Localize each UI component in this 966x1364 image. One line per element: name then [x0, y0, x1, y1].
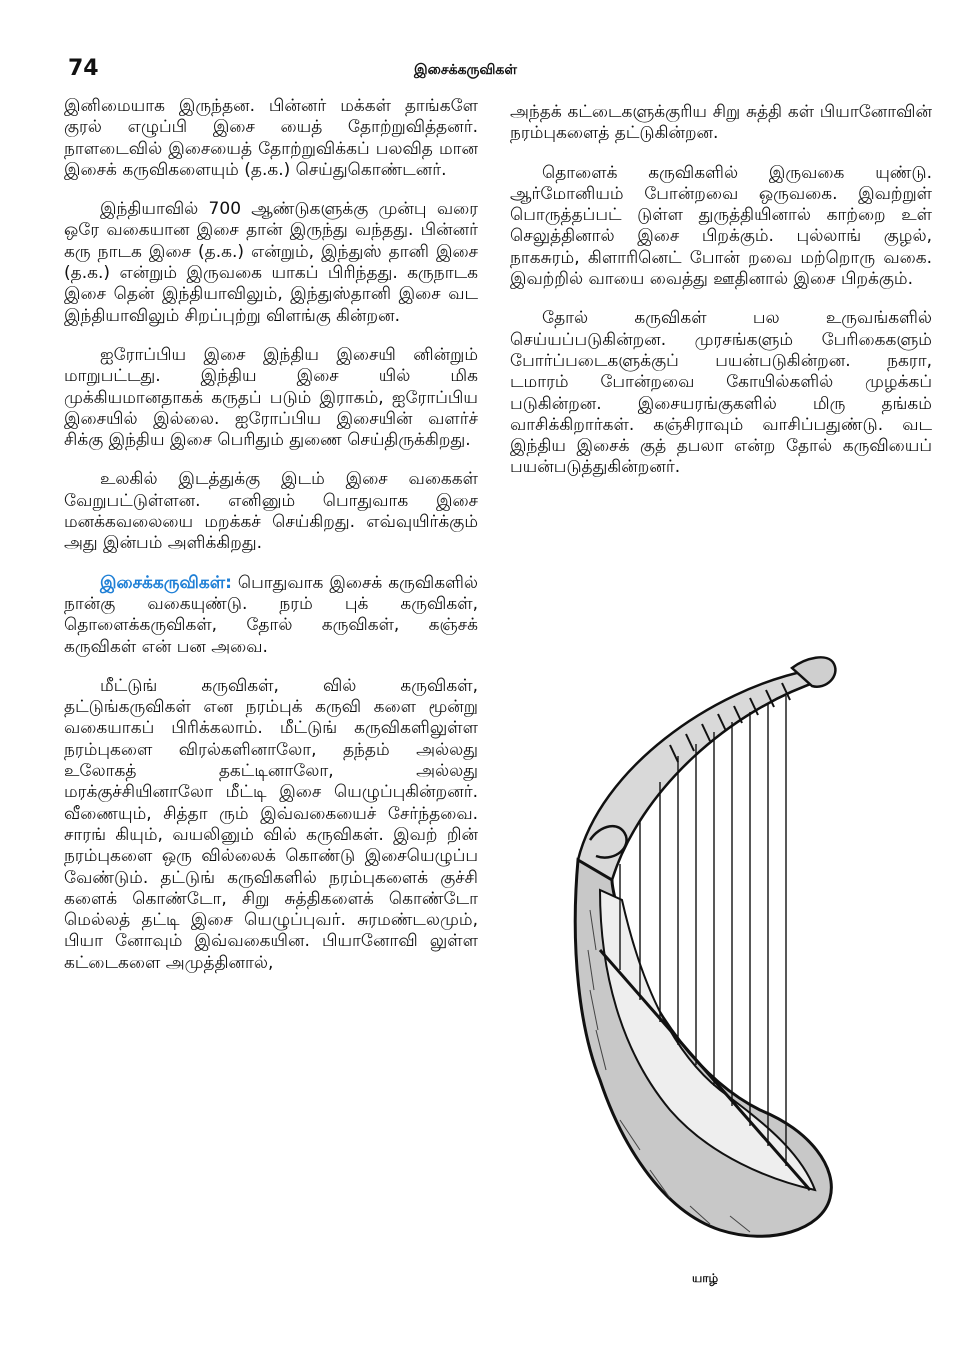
paragraph-piano-hammers: அந்தக் கட்டைகளுக்குரிய சிறு சுத்தி கள் பியானோவின் நரம்புகளைத் தட்டுகின்றன. [510, 102, 932, 144]
figure-caption: யாழ் [692, 1271, 719, 1285]
page-number: 74 [68, 56, 99, 81]
left-column [64, 96, 478, 992]
right-column [510, 102, 932, 497]
paragraph-percussion-instruments: தோல் கருவிகள் பல உருவங்களில் செய்யப்படுகின்றன. முரசங்களும் பேரிகைகளும் போர்ப்படைகளுக்குப் பயன்படுகின்றன. நகரா, டமாரம் போன்றவை கோயில்களில் முழக்கப் படுகின்றன. இசையரங்குகளில் மிரு தங்கம் வாசிக்கிறார்கள். கஞ்சிராவும் வாசிப்பதுண்டு. வட இந்திய இசைக் குத் தபலா என்ற தோல் கருவியைப் பயன்படுத்துகின்றனர். [510, 308, 932, 478]
paragraph-indian-music: இந்தியாவில் 700 ஆண்டுகளுக்கு முன்பு வரை ஒரே வகையான இசை தான் இருந்து வந்தது. பின்னர் கரு நாடக இசை (த.க.) என்றும், இந்துஸ் தானி இசை (த.க.) என்றும் இருவகை யாகப் பிரிந்தது. கருநாடக இசை தென் இந்தியாவிலும், இந்துஸ்தானி இசை வட இந்தியாவிலும் சிறப்புற்று விளங்கு கின்றன. [64, 199, 478, 326]
paragraph-string-instruments: மீட்டுங் கருவிகள், வில் கருவிகள், தட்டுங்கருவிகள் என நரம்புக் கருவி களை மூன்று வகையாகப் பிரிக்கலாம். மீட்டுங் கருவிகளிலுள்ள நரம்புகளை விரல்களினாலோ, தந்தம் அல்லது உலோகத் தகட்டினாலோ, அல்லது மரக்குச்சியினாலோ மீட்டி இசை யெழுப்புகின்றனர். வீணையும், சித்தா ரும் இவ்வகையைச் சேர்ந்தவை. சாரங் கியும், வயலினும் வில் கருவிகள். இவற் றின் நரம்புகளை ஒரு வில்லைக் கொண்டு இசையெழுப்ப வேண்டும். தட்டுங் கருவிகளில் நரம்புகளைக் குச்சி களைக் கொண்டோ, சிறு சுத்திகளைக் கொண்டோ மெல்லத் தட்டி இசை யெழுப்புவர். சுரமண்டலமும், பியா னோவும் இவ்வகையின. பியானோவி லுள்ள கட்டைகளை அமுத்தினால், [64, 675, 478, 973]
paragraph-instruments-body: பொதுவாக இசைக் கருவிகளில் நான்கு வகையுண்டு. நரம் புக் கருவிகள், தொளைக்கருவிகள், தோல் கருவிகள், கஞ்சக் கருவிகள் என் பன அவை. [64, 572, 478, 657]
paragraph-european-music: ஐரோப்பிய இசை இந்திய இசையி னின்றும் மாறுபட்டது. இந்திய இசை யில் மிக முக்கியமானதாகக் கருதப் படும் இராகம், ஐரோப்பிய இசையில் இல்லை. ஐரோப்பிய இசையின் வளர்ச் சிக்கு இந்திய இசை பெரிதும் துணை செய்திருக்கிறது. [64, 344, 478, 451]
running-head: இசைக்கருவிகள் [414, 62, 518, 78]
section-heading-instruments: இசைக்கருவிகள்: [100, 572, 232, 593]
paragraph-intro-continuation: இனிமையாக இருந்தன. பின்னர் மக்கள் தாங்களே குரல் எழுப்பி இசை யைத் தோற்றுவித்தனர். நாளடைவில் இசையைத் தோற்றுவிக்கப் பலவித மான இசைக் கருவிகளையும் (த.க.) செய்துகொண்டனர். [64, 96, 478, 180]
paragraph-world-music: உலகில் இடத்துக்கு இடம் இசை வகைகள் வேறுபட்டுள்ளன. எனினும் பொதுவாக இசை மனக்கவலையை மறக்கச் செய்கிறது. எவ்வுயிர்க்கும் அது இன்பம் அளிக்கிறது. [64, 469, 478, 554]
paragraph-wind-instruments: தொளைக் கருவிகளில் இருவகை யுண்டு. ஆர்மோனியம் போன்றவை ஒருவகை. இவற்றுள் பொருத்தப்பட் டுள்ள துருத்தியினால் காற்றை உள் செலுத்தினால் இசை பிறக்கும். புல்லாங் குழல், நாகசுரம், கிளாரினெட் போன் றவை மற்றொரு வகை. இவற்றில் வாயை வைத்து ஊதினால் இசை பிறக்கும். [510, 162, 932, 290]
paragraph-instruments-heading [64, 573, 478, 658]
yazh-harp-illustration [560, 650, 850, 1250]
